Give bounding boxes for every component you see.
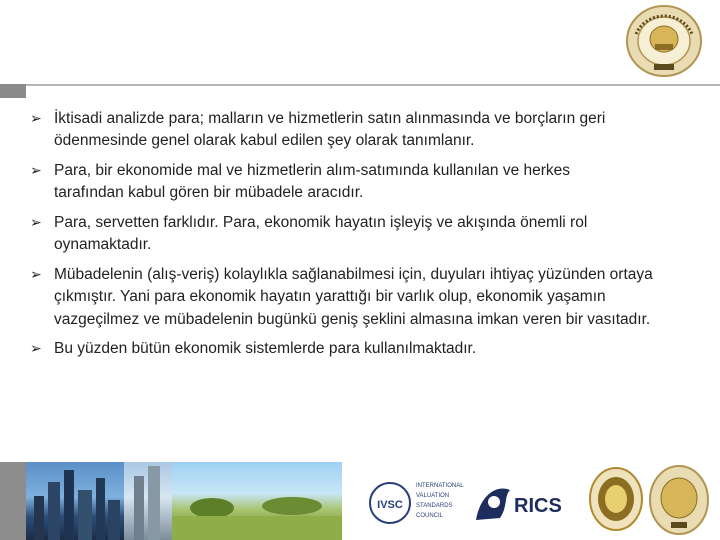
svg-text:COUNCIL: COUNCIL xyxy=(416,513,444,519)
bullet-item xyxy=(30,212,686,257)
university-seal-icon xyxy=(648,464,710,536)
countryside-photo xyxy=(172,462,342,540)
svg-text:INTERNATIONAL: INTERNATIONAL xyxy=(416,483,464,489)
institute-seal-icon xyxy=(588,466,644,532)
arrow-bullet-icon: ➢ xyxy=(30,340,42,357)
bullet-line: Para, servetten farklıdır. Para, ekonomik hayatın işleyiş ve akışında önemli rol xyxy=(54,213,588,231)
bullet-line: çıkmıştır. Yani para ekonomik hayatın yarattığı bir varlık olup, ekonomik yaşamın xyxy=(54,288,606,306)
arrow-bullet-icon: ➢ xyxy=(30,265,42,282)
bullet-item xyxy=(30,338,686,360)
svg-text:VALUATION: VALUATION xyxy=(416,493,450,499)
bullet-line: İktisadi analizde para; malların ve hizmetlerin satın alınmasında ve borçların geri xyxy=(54,110,606,127)
arrow-bullet-icon: ➢ xyxy=(30,110,42,126)
arrow-bullet-icon: ➢ xyxy=(30,161,42,178)
footer-accent-block xyxy=(0,462,26,540)
bullet-line: oynamaktadır. xyxy=(54,236,152,254)
bullet-line: Bu yüzden bütün ekonomik sistemlerde para kullanılmaktadır. xyxy=(54,340,477,358)
footer-banner xyxy=(0,462,720,540)
rics-logo xyxy=(470,476,580,530)
bullet-line: Mübadelenin (alış-veriş) kolaylıkla sağlanabilmesi için, duyuları ihtiyaç yüzünden ortaya xyxy=(54,265,653,283)
bullet-item xyxy=(30,160,686,205)
city-skyline-photo xyxy=(26,462,124,540)
svg-text:IVSC: IVSC xyxy=(377,499,403,511)
bullet-item xyxy=(30,264,686,331)
ivsc-logo xyxy=(368,476,466,530)
header-accent-block xyxy=(0,84,26,98)
header-rule xyxy=(0,84,720,98)
bullet-list xyxy=(30,108,686,368)
bullet-line: ödenmesinde genel olarak kabul edilen şey olarak tanımlanır. xyxy=(54,132,475,150)
header-line xyxy=(26,84,720,86)
bullet-item xyxy=(30,108,686,153)
svg-text:STANDARDS: STANDARDS xyxy=(416,503,453,509)
arrow-bullet-icon: ➢ xyxy=(30,213,42,230)
university-seal-logo xyxy=(624,4,704,78)
svg-text:RICS: RICS xyxy=(514,495,562,517)
skyscraper-photo xyxy=(124,462,172,540)
bullet-line: tarafından kabul gören bir mübadele aracıdır. xyxy=(54,184,364,202)
bullet-line: Para, bir ekonomide mal ve hizmetlerin alım-satımında kullanılan ve herkes xyxy=(54,161,571,179)
bullet-line: vazgeçilmez ve mübadelenin bugünkü geniş şeklini almasına imkan veren bir vasıtadır. xyxy=(54,310,651,328)
